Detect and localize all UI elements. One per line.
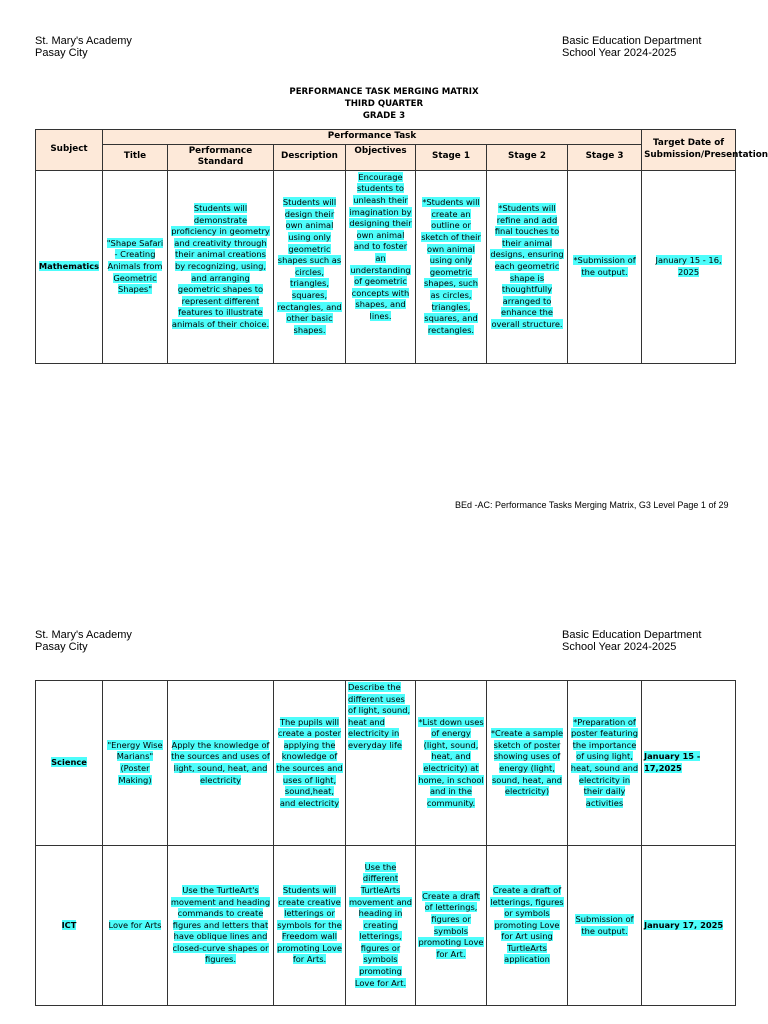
cell-description: Students will create creative letterings or symbols for the Freedom wall promoting Love for Arts. xyxy=(274,846,346,1006)
department-name: Basic Education Department xyxy=(562,629,702,641)
school-name: St. Mary's Academy xyxy=(35,35,132,47)
cell-performance-standard: Students will demonstrate proficiency in geometry and creativity through their animal creations by recognizing, using, and arranging geometric shapes to represent different features to illustrate animals of their choice. xyxy=(168,170,274,363)
title-line-2: THIRD QUARTER xyxy=(344,99,424,109)
header-stage-1: Stage 1 xyxy=(416,144,487,170)
cell-subject xyxy=(36,681,103,846)
cell-subject xyxy=(36,846,103,1006)
header-performance-task: Performance Task xyxy=(103,130,642,145)
department-name: Basic Education Department xyxy=(562,35,702,47)
page-footer: BEd -AC: Performance Tasks Merging Matrix, G3 Level Page 1 of 29 xyxy=(455,500,729,510)
subject-mathematics: Mathematics xyxy=(38,260,100,271)
page2-header-right xyxy=(562,629,701,653)
cell-target-date: January 17, 2025 xyxy=(642,846,736,1006)
cell-description: Students will design their own animal using only geometric shapes such as circles, triangles, squares, rectangles, and other basic shapes. xyxy=(274,170,346,363)
title-line-1: PERFORMANCE TASK MERGING MATRIX xyxy=(289,87,479,97)
cell-title: "Shape Safari - Creating Animals from Geometric Shapes" xyxy=(103,170,168,363)
header-stage-3: Stage 3 xyxy=(568,144,642,170)
cell-stage-3: *Submission of the output. xyxy=(568,170,642,363)
cell-performance-standard: Use the TurtleArt's movement and heading commands to create figures and letters that have oblique lines and closed-curve shapes or figures. xyxy=(168,846,274,1006)
cell-stage-1: *List down uses of energy (light, sound, heat, and electricity) at home, in school and in the community. xyxy=(416,681,487,846)
cell-objectives: Use the different TurtleArts movement and heading in creating letterings, figures or symbols promoting Love for Art. xyxy=(346,846,416,1006)
school-city: Pasay City xyxy=(35,47,88,59)
table-row-science xyxy=(36,681,736,846)
cell-title: Love for Arts xyxy=(103,846,168,1006)
page1-header-left xyxy=(35,35,132,59)
subject-science: Science xyxy=(51,757,87,768)
cell-performance-standard: Apply the knowledge of the sources and uses of light, sound, heat, and electricity xyxy=(168,681,274,846)
cell-subject xyxy=(36,170,103,363)
header-title: Title xyxy=(103,144,168,170)
cell-stage-2: Create a draft of letterings, figures or symbols promoting Love for Art using TurtleArts application xyxy=(487,846,568,1006)
header-objectives: Objectives xyxy=(346,144,416,170)
cell-target-date: January 15 - 16, 2025 xyxy=(642,170,736,363)
cell-target-date: January 15 - 17,2025 xyxy=(642,681,736,846)
table-row-mathematics xyxy=(36,170,736,363)
page2-header-left xyxy=(35,629,132,653)
cell-objectives: Encourage students to unleash their imagination by designing their own animal and to foster an understanding of geometric concepts with shapes, and lines. xyxy=(346,170,416,363)
header-description: Description xyxy=(274,144,346,170)
matrix-table-page2 xyxy=(35,680,736,1006)
cell-stage-2: *Students will refine and add final touches to their animal designs, ensuring each geometric shape is thoughtfully arranged to enhance the overall structure. xyxy=(487,170,568,363)
document-title xyxy=(0,86,768,122)
subject-ict: ICT xyxy=(61,919,77,930)
cell-stage-1: *Students will create an outline or sketch of their own animal using only geometric shapes, such as circles, triangles, squares, and rectangles. xyxy=(416,170,487,363)
school-year: School Year 2024-2025 xyxy=(562,47,677,59)
school-city: Pasay City xyxy=(35,641,88,653)
cell-stage-1: Create a draft of letterings, figures or symbols promoting Love for Art. xyxy=(416,846,487,1006)
cell-description: The pupils will create a poster applying the knowledge of the sources and uses of light, sound,heat, and electricity xyxy=(274,681,346,846)
page1-header-right xyxy=(562,35,701,59)
cell-title: "Energy Wise Marians" (Poster Making) xyxy=(103,681,168,846)
cell-stage-3: Submission of the output. xyxy=(568,846,642,1006)
table-row-ict xyxy=(36,846,736,1006)
title-line-3: GRADE 3 xyxy=(362,111,406,121)
cell-stage-2: *Create a sample sketch of poster showing uses of energy (light, sound, heat, and electricity) xyxy=(487,681,568,846)
cell-objectives: Describe the different uses of light, sound, heat and electricity in everyday life xyxy=(346,681,416,846)
cell-stage-3: *Preparation of poster featuring the importance of using light, heat, sound and electricity in their daily activities xyxy=(568,681,642,846)
matrix-table-page1 xyxy=(35,129,768,364)
school-name: St. Mary's Academy xyxy=(35,629,132,641)
header-target-date: Target Date of Submission/Presentation xyxy=(642,130,736,171)
header-subject: Subject xyxy=(36,130,103,171)
school-year: School Year 2024-2025 xyxy=(562,641,677,653)
header-performance-standard: Performance Standard xyxy=(168,144,274,170)
header-stage-2: Stage 2 xyxy=(487,144,568,170)
